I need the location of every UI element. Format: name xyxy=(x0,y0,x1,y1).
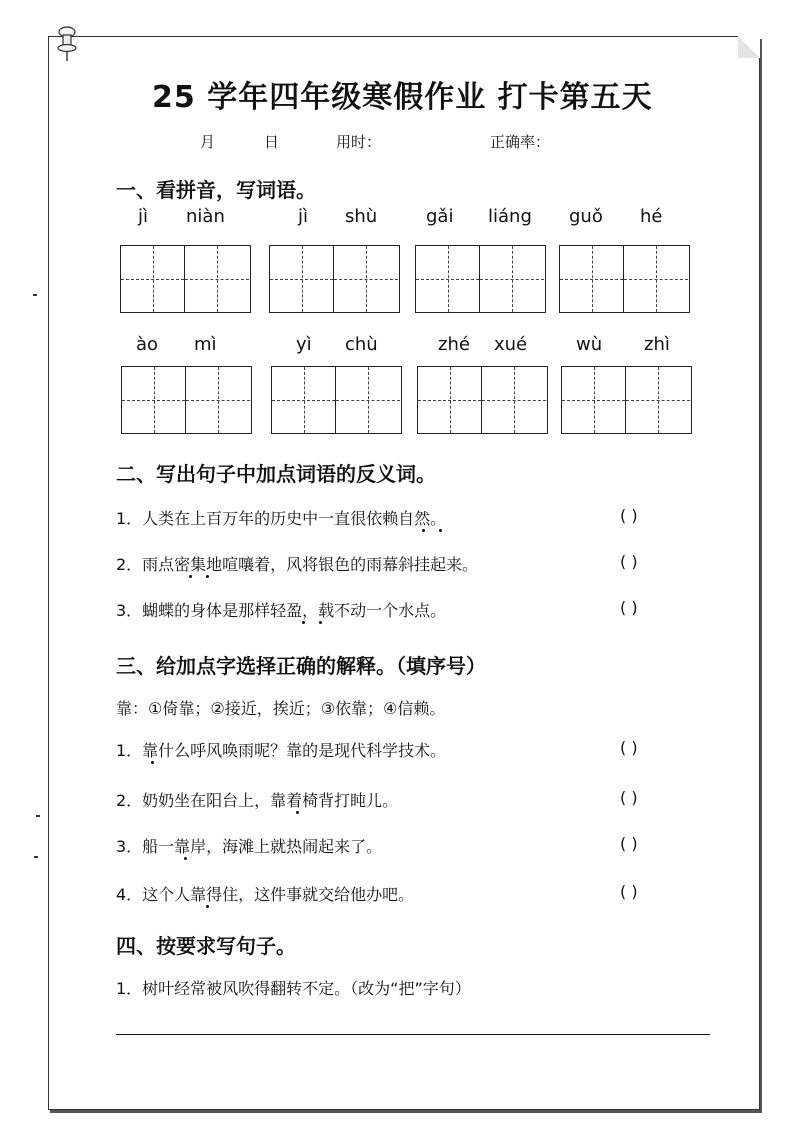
answer-blank[interactable]: ( ) xyxy=(620,738,638,757)
pinyin-syllable: zhé xyxy=(438,334,470,355)
pinyin-syllable: liáng xyxy=(488,206,532,227)
emphasis-dot xyxy=(422,529,425,532)
pushpin-icon xyxy=(57,26,77,62)
question-text: 3．船一靠岸，海滩上就热闹起来了。 xyxy=(116,837,383,856)
pinyin-syllable: wù xyxy=(576,334,603,355)
tianzige-writing-box[interactable] xyxy=(269,245,400,313)
tianzige-writing-box[interactable] xyxy=(559,245,690,313)
pinyin-syllable: hé xyxy=(640,206,663,227)
question-text: 1．树叶经常被风吹得翻转不定。（改为“把”字句） xyxy=(116,979,471,998)
margin-mark xyxy=(34,856,38,858)
accuracy-label: 正确率： xyxy=(490,133,551,151)
page-title: 25 学年四年级寒假作业 打卡第五天 xyxy=(152,80,653,115)
pinyin-syllable: niàn xyxy=(186,206,225,227)
question-text: 3．蝴蝶的身体是那样轻盈，载不动一个水点。 xyxy=(116,601,447,620)
pinyin-syllable: guǒ xyxy=(569,206,603,227)
section2-heading: 二、写出句子中加点词语的反义词。 xyxy=(116,462,436,486)
pinyin-syllable: shù xyxy=(345,206,378,227)
section4-heading: 四、按要求写句子。 xyxy=(116,934,296,958)
emphasis-dot xyxy=(319,621,322,624)
pinyin-syllable: yì xyxy=(296,334,312,355)
pinyin-syllable: xué xyxy=(494,334,528,355)
tianzige-writing-box[interactable] xyxy=(121,366,252,434)
question-text: 4．这个人靠得住，这件事就交给他办吧。 xyxy=(116,885,415,904)
answer-blank[interactable]: ( ) xyxy=(620,882,638,901)
definition-options: 靠：①倚靠；②接近，挨近；③依靠；④信赖。 xyxy=(116,699,446,718)
emphasis-dot xyxy=(439,529,442,532)
emphasis-dot xyxy=(184,857,187,860)
emphasis-dot xyxy=(189,575,192,578)
answer-blank[interactable]: ( ) xyxy=(620,834,638,853)
pinyin-syllable: jì xyxy=(138,206,149,227)
emphasis-dot xyxy=(206,575,209,578)
tianzige-writing-box[interactable] xyxy=(271,366,402,434)
question-text: 2．奶奶坐在阳台上，靠着椅背打盹儿。 xyxy=(116,791,399,810)
section3-heading: 三、给加点字选择正确的解释。（填序号） xyxy=(116,654,486,678)
pinyin-syllable: chù xyxy=(345,334,378,355)
answer-blank[interactable]: ( ) xyxy=(620,552,638,571)
question-text: 1．靠什么呼风唤雨呢？靠的是现代科学技术。 xyxy=(116,741,447,760)
question-text: 1．人类在上百万年的历史中一直很依赖自然。 xyxy=(116,509,447,528)
margin-mark xyxy=(33,294,37,296)
answer-blank[interactable]: ( ) xyxy=(620,506,638,525)
margin-mark xyxy=(36,815,40,817)
page-fold-corner xyxy=(738,36,760,58)
section1-heading: 一、看拼音，写词语。 xyxy=(116,178,316,202)
emphasis-dot xyxy=(151,761,154,764)
tianzige-writing-box[interactable] xyxy=(561,366,692,434)
pinyin-syllable: jì xyxy=(298,206,309,227)
date-day-label: 日 xyxy=(264,133,280,151)
tianzige-writing-box[interactable] xyxy=(417,366,548,434)
answer-blank[interactable]: ( ) xyxy=(620,788,638,807)
pinyin-syllable: mì xyxy=(194,334,217,355)
answer-blank[interactable]: ( ) xyxy=(620,598,638,617)
pinyin-syllable: zhì xyxy=(644,334,670,355)
pinyin-syllable: gǎi xyxy=(426,206,454,227)
question-text: 2．雨点密集地喧嚷着，风将银色的雨幕斜挂起来。 xyxy=(116,555,479,574)
tianzige-writing-box[interactable] xyxy=(415,245,546,313)
time-used-label: 用时： xyxy=(336,133,382,151)
tianzige-writing-box[interactable] xyxy=(120,245,251,313)
emphasis-dot xyxy=(302,621,305,624)
emphasis-dot xyxy=(296,811,299,814)
answer-line[interactable] xyxy=(116,1034,710,1035)
date-month-label: 月 xyxy=(200,133,216,151)
pinyin-syllable: ào xyxy=(136,334,159,355)
emphasis-dot xyxy=(206,905,209,908)
